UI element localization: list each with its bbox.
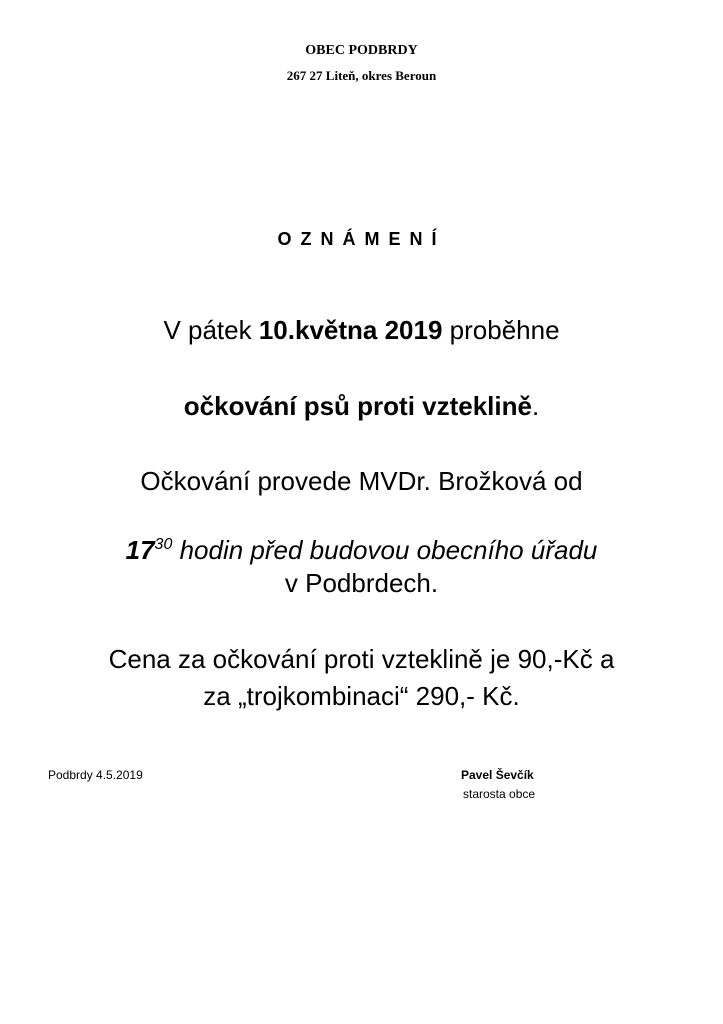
event-subject: očkování psů proti vzteklině <box>183 391 532 421</box>
date-suffix: proběhne <box>442 315 560 345</box>
signatory-name: Pavel Ševčík <box>461 768 534 782</box>
location-text: hodin před budovou obecního úřadu <box>172 535 598 565</box>
event-date-line <box>0 314 723 346</box>
event-subject-line <box>0 390 723 422</box>
village-line: v Podbrdech. <box>284 568 439 598</box>
time-minutes: 30 <box>154 536 173 553</box>
subject-period: . <box>531 391 540 421</box>
event-date: 10.května 2019 <box>258 315 443 345</box>
municipality-address: 267 27 Liteň, okres Beroun <box>286 68 437 83</box>
price-line-1: Cena za očkování proti vzteklině je 90,-Kč a <box>108 644 615 674</box>
place-date: Podbrdy 4.5.2019 <box>48 768 143 782</box>
date-prefix: V pátek <box>163 315 259 345</box>
vet-line: Očkování provede MVDr. Brožková od <box>140 466 583 496</box>
announcement-title: OZNÁMENÍ <box>277 229 446 249</box>
time-location-line <box>0 534 723 571</box>
time-hour: 17 <box>125 535 155 565</box>
municipality-name: OBEC PODBRDY <box>305 43 418 58</box>
signatory-role: starosta obce <box>463 787 536 801</box>
price-line-2: za „trojkombinaci“ 290,- Kč. <box>203 681 520 711</box>
